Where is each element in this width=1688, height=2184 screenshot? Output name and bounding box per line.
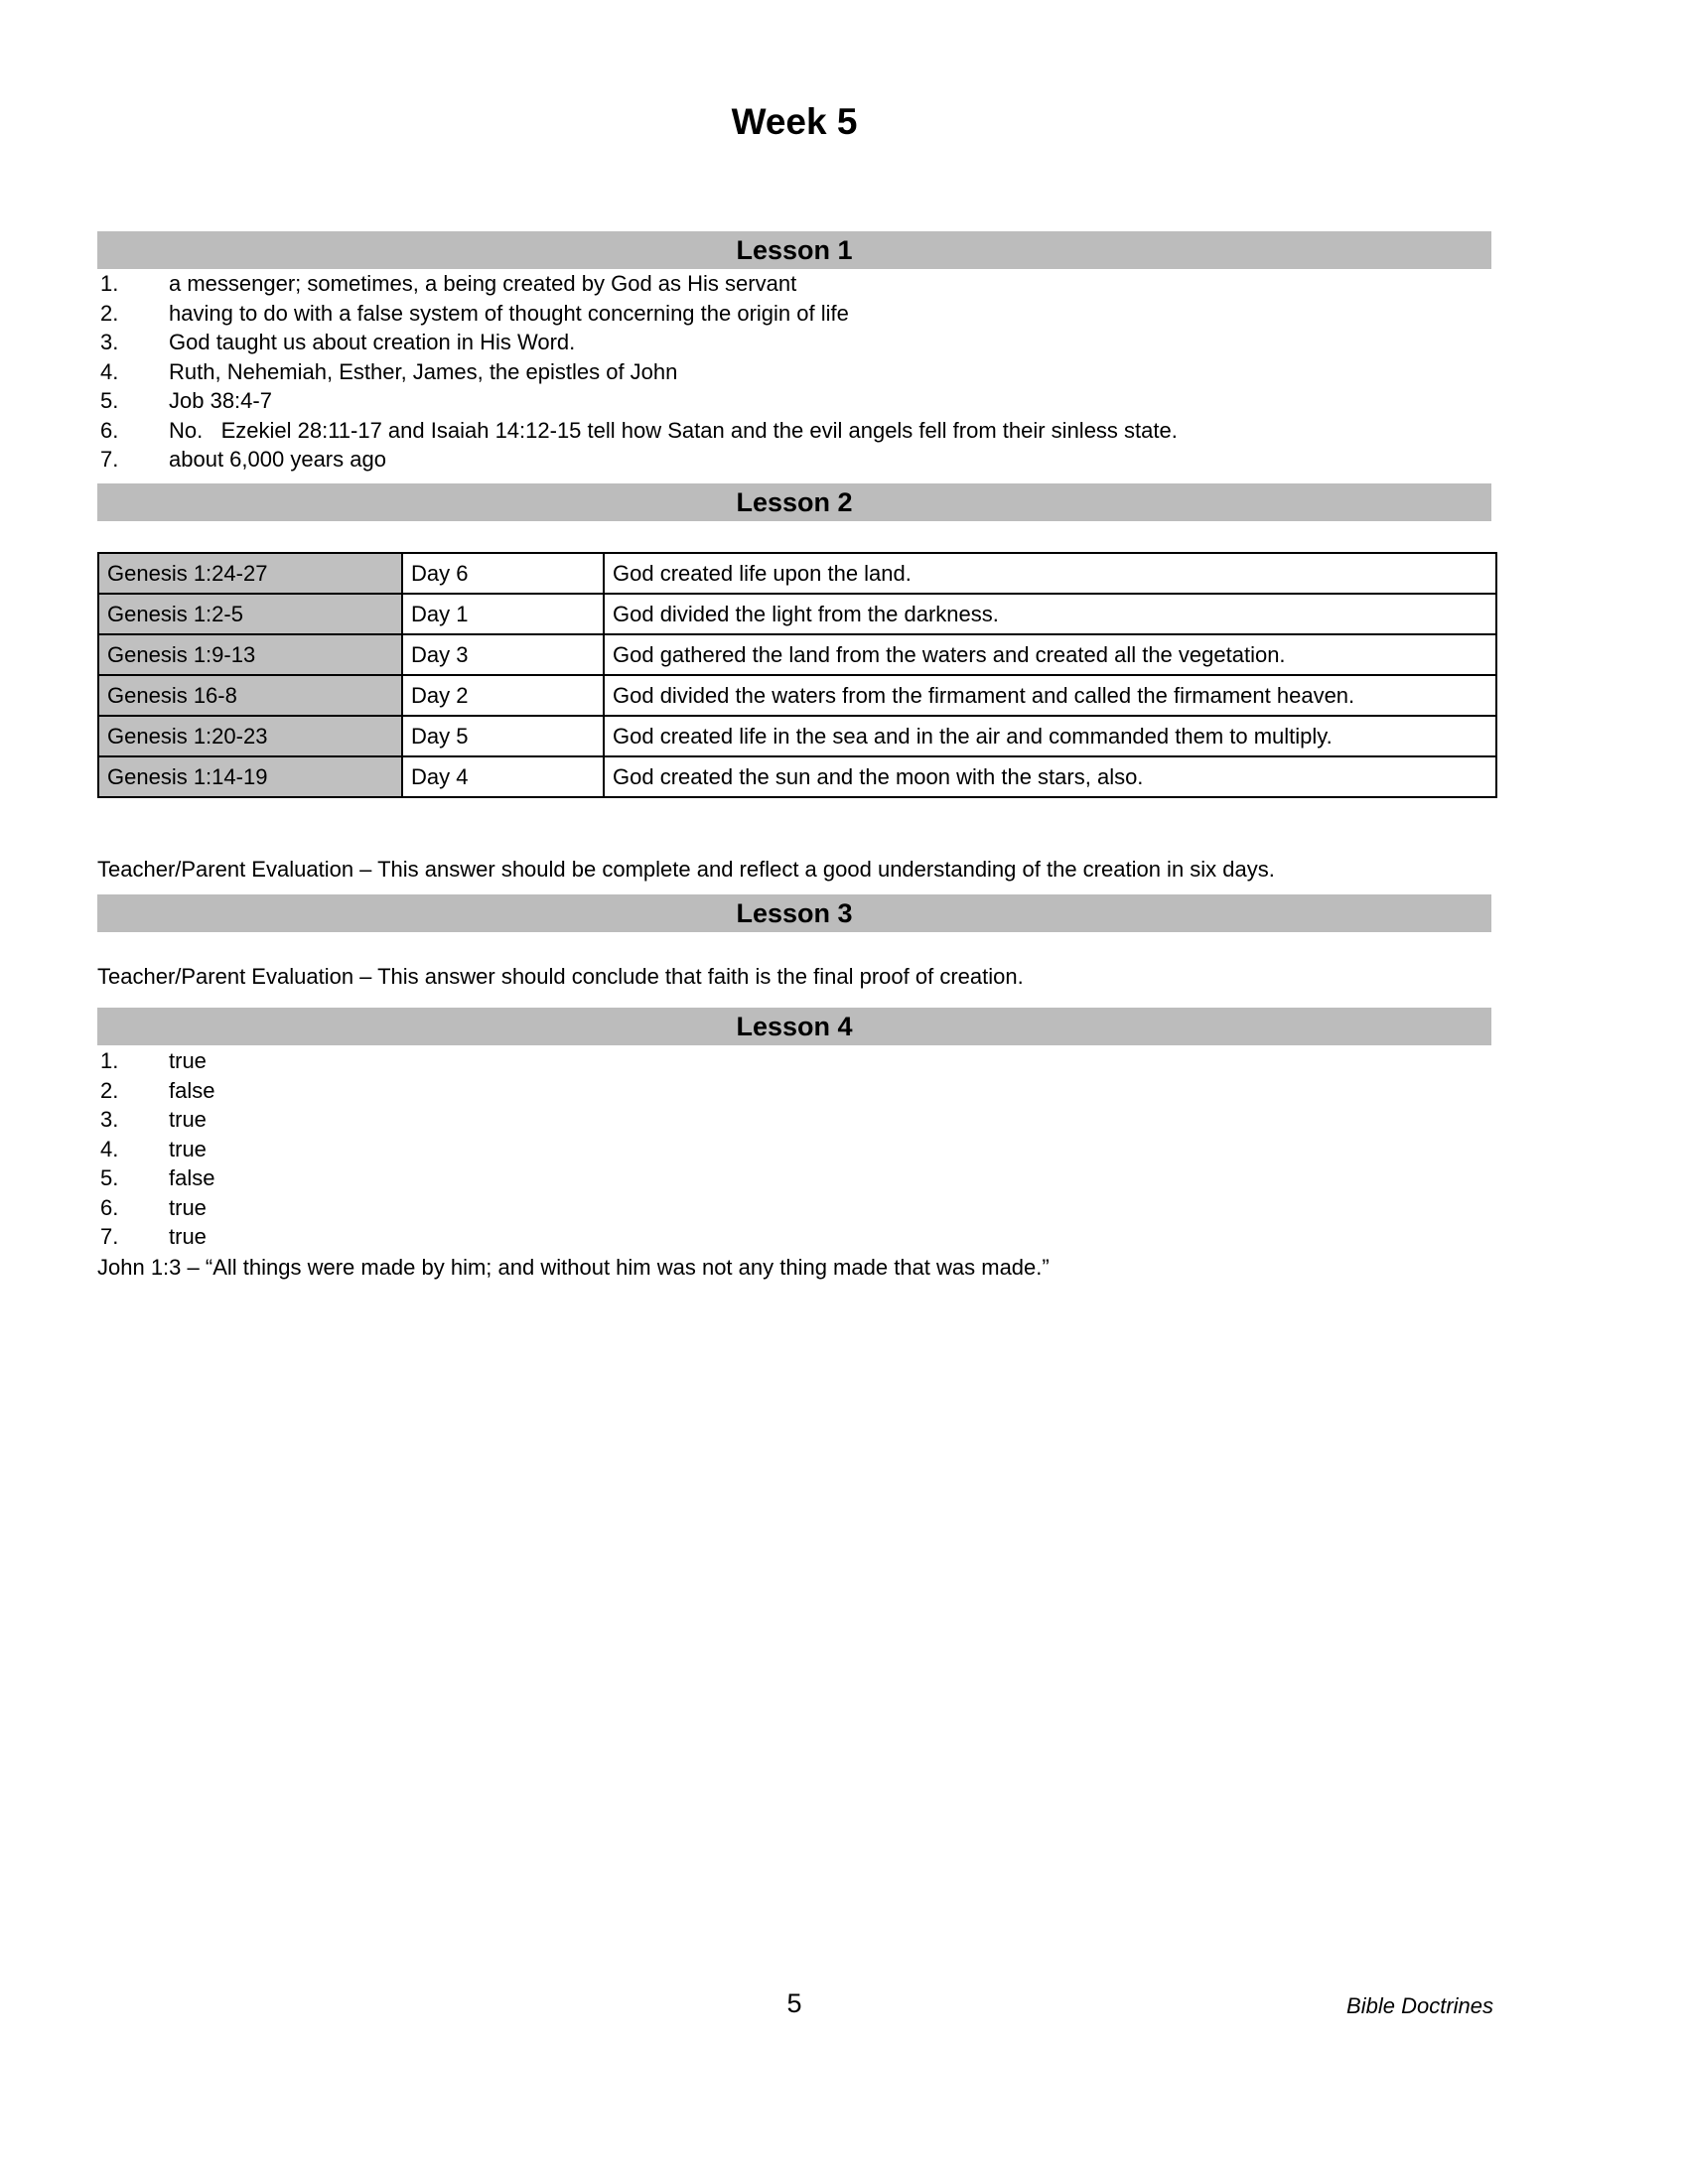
page-number: 5 xyxy=(786,1988,802,2018)
section-banner-lesson-3 xyxy=(97,894,1491,932)
verse-quote: John 1:3 – “All things were made by him; and without him was not any thing made that was made.” xyxy=(97,1255,1050,1280)
list-item xyxy=(97,445,1491,475)
table-row xyxy=(98,634,1496,675)
table-row xyxy=(98,756,1496,797)
list-item-text: a messenger; sometimes, a being created by God as His servant xyxy=(169,271,797,296)
cell-day: Day 1 xyxy=(402,594,604,634)
list-item-text: true xyxy=(169,1194,207,1220)
section-banner-label: Lesson 1 xyxy=(736,235,853,265)
cell-reference: Genesis 1:2-5 xyxy=(98,594,402,634)
list-item-text: false xyxy=(169,1165,215,1190)
list-item xyxy=(97,386,1491,416)
list-item xyxy=(97,299,1491,329)
list-item xyxy=(97,416,1491,446)
cell-description: God gathered the land from the waters and created all the vegetation. xyxy=(604,634,1496,675)
list-item-number: 7. xyxy=(100,1224,119,1249)
section-banner-lesson-4 xyxy=(97,1008,1491,1045)
section-banner-lesson-2 xyxy=(97,483,1491,521)
list-item-text: true xyxy=(169,1224,207,1249)
list-item-text: about 6,000 years ago xyxy=(169,447,386,472)
section-banner-label: Lesson 3 xyxy=(736,898,853,928)
list-item-number: 3. xyxy=(100,330,119,354)
list-item xyxy=(97,357,1491,387)
list-item-number: 4. xyxy=(100,358,119,384)
list-item-text: Ruth, Nehemiah, Esther, James, the epistles of John xyxy=(169,358,678,384)
list-item xyxy=(97,269,1491,299)
list-item-text: true xyxy=(169,1136,207,1161)
table-row xyxy=(98,594,1496,634)
list-item-number: 5. xyxy=(100,1165,119,1190)
list-item xyxy=(97,1163,1491,1193)
list-item-number: 1. xyxy=(100,271,119,296)
list-item-text: Job 38:4-7 xyxy=(169,388,272,413)
cell-reference: Genesis 1:14-19 xyxy=(98,756,402,797)
list-item xyxy=(97,1076,1491,1106)
lesson1-answer-list xyxy=(97,269,1491,475)
cell-day: Day 2 xyxy=(402,675,604,716)
page-title: Week 5 xyxy=(731,101,858,142)
list-item-number: 1. xyxy=(100,1048,119,1073)
teacher-evaluation-note-lesson3: Teacher/Parent Evaluation – This answer should conclude that faith is the final proof of creation. xyxy=(97,964,1024,989)
list-item-number: 7. xyxy=(100,447,119,472)
cell-day: Day 4 xyxy=(402,756,604,797)
table-row xyxy=(98,716,1496,756)
list-item xyxy=(97,1135,1491,1164)
cell-reference: Genesis 16-8 xyxy=(98,675,402,716)
cell-reference: Genesis 1:9-13 xyxy=(98,634,402,675)
list-item-text: true xyxy=(169,1048,207,1073)
lesson4-answer-list xyxy=(97,1046,1491,1252)
list-item-text: No. Ezekiel 28:11-17 and Isaiah 14:12-15 tell how Satan and the evil angels fell from their sinless state. xyxy=(169,417,1178,443)
cell-description: God created life in the sea and in the air and commanded them to multiply. xyxy=(604,716,1496,756)
cell-day: Day 3 xyxy=(402,634,604,675)
table-row xyxy=(98,553,1496,594)
list-item xyxy=(97,1046,1491,1076)
list-item-number: 2. xyxy=(100,300,119,326)
cell-description: God divided the waters from the firmament and called the firmament heaven. xyxy=(604,675,1496,716)
list-item-text: God taught us about creation in His Word. xyxy=(169,330,576,354)
list-item-number: 3. xyxy=(100,1107,119,1132)
creation-days-table xyxy=(97,552,1497,798)
list-item-number: 5. xyxy=(100,388,119,413)
section-banner-label: Lesson 4 xyxy=(736,1012,853,1041)
list-item xyxy=(97,1105,1491,1135)
list-item-text: true xyxy=(169,1107,207,1132)
list-item xyxy=(97,1222,1491,1252)
list-item-number: 4. xyxy=(100,1136,119,1161)
list-item-number: 2. xyxy=(100,1077,119,1103)
table-row xyxy=(98,675,1496,716)
list-item xyxy=(97,328,1491,357)
cell-day: Day 6 xyxy=(402,553,604,594)
cell-description: God divided the light from the darkness. xyxy=(604,594,1496,634)
cell-reference: Genesis 1:24-27 xyxy=(98,553,402,594)
list-item-text: false xyxy=(169,1077,215,1103)
list-item-number: 6. xyxy=(100,1194,119,1220)
cell-reference: Genesis 1:20-23 xyxy=(98,716,402,756)
book-title: Bible Doctrines xyxy=(1346,1993,1493,2018)
list-item-text: having to do with a false system of thought concerning the origin of life xyxy=(169,300,849,326)
cell-day: Day 5 xyxy=(402,716,604,756)
section-banner-label: Lesson 2 xyxy=(736,487,853,517)
teacher-evaluation-note-lesson2: Teacher/Parent Evaluation – This answer should be complete and reflect a good understanding of the creation in six days. xyxy=(97,857,1275,882)
cell-description: God created the sun and the moon with the stars, also. xyxy=(604,756,1496,797)
list-item-number: 6. xyxy=(100,417,119,443)
section-banner-lesson-1 xyxy=(97,231,1491,269)
cell-description: God created life upon the land. xyxy=(604,553,1496,594)
list-item xyxy=(97,1193,1491,1223)
